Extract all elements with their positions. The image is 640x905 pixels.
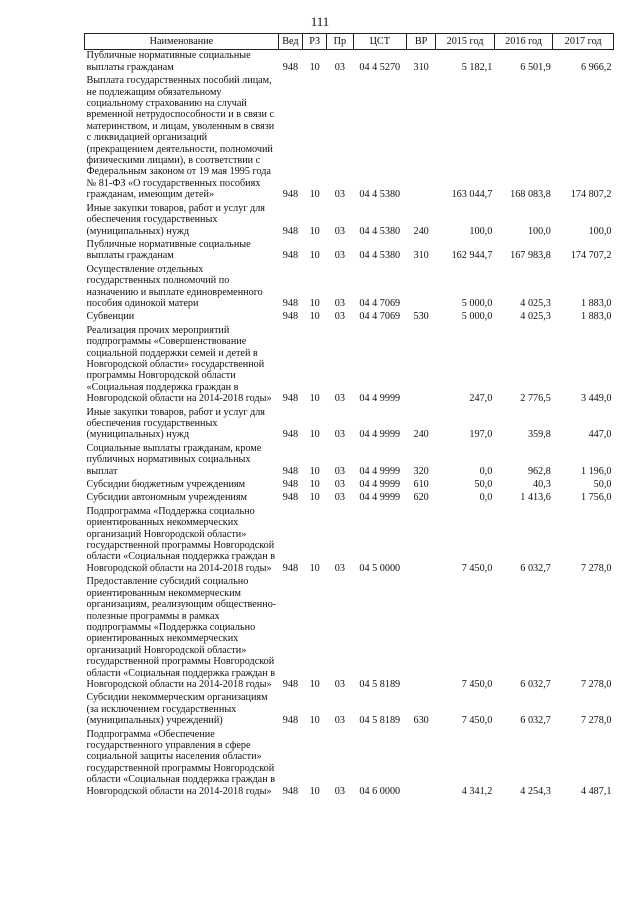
cell-cst: 04 4 5270 <box>359 61 401 73</box>
header-2015: 2015 год <box>436 34 495 50</box>
cell-ved: 948 <box>282 785 299 797</box>
cell-pr: 03 <box>334 297 345 309</box>
cell-cst: 04 6 0000 <box>359 785 401 797</box>
cell-pr: 03 <box>334 225 345 237</box>
cell-rz: 10 <box>309 492 320 504</box>
cell-2017: 1 196,0 <box>580 465 612 477</box>
cell-rz: 10 <box>309 678 320 690</box>
header-name: Наименование <box>85 34 279 50</box>
cell-name: Реализация прочих мероприятий подпрограммы «Совершенствование социальной поддержки семей и детей в Новгородской области» государственной программы Новгородской области «Социальная поддержка граждан в Новгородской области на 2014-2018 годы» <box>86 324 272 405</box>
cell-2017: 1 883,0 <box>580 297 612 309</box>
cell-2015: 7 450,0 <box>461 678 493 690</box>
cell-cst: 04 4 5380 <box>359 225 401 237</box>
cell-pr: 03 <box>334 250 345 262</box>
header-ved: Вед <box>278 34 302 50</box>
page-number: 111 <box>310 14 330 29</box>
cell-pr: 03 <box>334 393 345 405</box>
header-vr: ВР <box>407 34 436 50</box>
cell-2017: 447,0 <box>588 429 612 441</box>
cell-2017: 50,0 <box>593 479 612 491</box>
table-row <box>85 692 614 728</box>
cell-pr: 03 <box>334 785 345 797</box>
cell-cst: 04 4 7069 <box>359 311 401 323</box>
cell-pr: 03 <box>334 189 345 201</box>
cell-vr <box>407 75 436 202</box>
cell-cst: 04 4 9999 <box>359 492 401 504</box>
cell-rz: 10 <box>309 465 320 477</box>
cell-name: Субсидии некоммерческим организациям (за исключением государственных (муниципальных) учреждений) <box>86 692 268 727</box>
cell-ved: 948 <box>282 189 299 201</box>
cell-rz: 10 <box>309 715 320 727</box>
cell-2017: 174 807,2 <box>570 189 612 201</box>
header-2016: 2016 год <box>494 34 553 50</box>
cell-2017: 7 278,0 <box>580 562 612 574</box>
cell-name: Иные закупки товаров, работ и услуг для обеспечения государственных (муниципальных) нужд <box>86 406 265 441</box>
cell-vr <box>407 729 436 799</box>
cell-rz: 10 <box>309 429 320 441</box>
cell-ved: 948 <box>282 479 299 491</box>
cell-rz: 10 <box>309 225 320 237</box>
cell-cst: 04 4 7069 <box>359 297 401 309</box>
table-row <box>85 311 614 324</box>
cell-2016: 4 025,3 <box>520 311 551 323</box>
cell-2015: 50,0 <box>474 479 493 491</box>
cell-2016: 167 983,8 <box>510 250 551 262</box>
cell-name: Субсидии бюджетным учреждениям <box>86 479 246 491</box>
cell-cst: 04 5 8189 <box>359 715 401 727</box>
cell-ved: 948 <box>282 250 299 262</box>
cell-cst: 04 4 5380 <box>359 189 401 201</box>
cell-2015: 247,0 <box>469 393 493 405</box>
cell-ved: 948 <box>282 492 299 504</box>
cell-vr: 310 <box>413 61 429 73</box>
cell-ved: 948 <box>282 465 299 477</box>
cell-2017: 3 449,0 <box>580 393 612 405</box>
cell-2015: 100,0 <box>469 225 493 237</box>
cell-2017: 100,0 <box>588 225 612 237</box>
table-row <box>85 576 614 692</box>
cell-cst: 04 4 5380 <box>359 250 401 262</box>
cell-ved: 948 <box>282 715 299 727</box>
cell-2015: 5 000,0 <box>461 297 493 309</box>
cell-pr: 03 <box>334 492 345 504</box>
cell-vr: 530 <box>413 311 429 323</box>
cell-cst: 04 4 9999 <box>359 479 401 491</box>
table-row <box>85 492 614 505</box>
cell-rz: 10 <box>309 479 320 491</box>
table-row <box>85 239 614 264</box>
cell-pr: 03 <box>334 562 345 574</box>
cell-2016: 1 413,6 <box>520 492 551 504</box>
cell-2016: 6 032,7 <box>520 715 551 727</box>
cell-pr: 03 <box>334 465 345 477</box>
cell-2015: 7 450,0 <box>461 562 493 574</box>
cell-vr: 240 <box>413 429 429 441</box>
table-body <box>85 50 614 799</box>
cell-2017: 174 707,2 <box>570 250 612 262</box>
cell-2017: 7 278,0 <box>580 715 612 727</box>
cell-rz: 10 <box>309 61 320 73</box>
cell-vr: 610 <box>413 479 429 491</box>
cell-2017: 6 966,2 <box>580 61 612 73</box>
cell-2016: 40,3 <box>533 479 551 491</box>
cell-ved: 948 <box>282 562 299 574</box>
header-2017: 2017 год <box>553 34 614 50</box>
cell-ved: 948 <box>282 61 299 73</box>
cell-2015: 197,0 <box>469 429 493 441</box>
cell-2015: 7 450,0 <box>461 715 493 727</box>
cell-ved: 948 <box>282 678 299 690</box>
cell-vr: 620 <box>413 492 429 504</box>
cell-cst: 04 4 9999 <box>359 465 401 477</box>
cell-2016: 359,8 <box>527 429 551 441</box>
cell-name: Иные закупки товаров, работ и услуг для обеспечения государственных (муниципальных) нужд <box>86 202 265 237</box>
cell-2016: 2 776,5 <box>520 393 551 405</box>
cell-2016: 4 254,3 <box>520 785 551 797</box>
cell-name: Публичные нормативные социальные выплаты гражданам <box>86 238 251 262</box>
table-row <box>85 75 614 202</box>
cell-cst: 04 5 8189 <box>359 678 401 690</box>
cell-2017: 1 756,0 <box>580 492 612 504</box>
cell-pr: 03 <box>334 479 345 491</box>
cell-rz: 10 <box>309 311 320 323</box>
cell-name: Подпрограмма «Обеспечение государственного управления в сфере социальной защиты населения области» государственной программы Новгородской области «Социальная поддержка граждан в Новгородской области на 2014-2018 годы» <box>86 728 276 797</box>
cell-vr: 320 <box>413 465 429 477</box>
cell-vr: 240 <box>413 225 429 237</box>
table-row <box>85 203 614 239</box>
cell-name: Субсидии автономным учреждениям <box>86 492 247 504</box>
cell-name: Выплата государственных пособий лицам, не подлежащим обязательному социальному страхованию на случай временной нетрудоспособности и в связи с материнством, и лицам, уволенным в связи с ликвидацией организаций (прекращением деятельности, полномочий физическими лицами), в соответствии с Федеральным законом от 19 мая 1995 года № 81-ФЗ «О государственных пособиях гражданам, имеющим детей» <box>86 75 275 201</box>
cell-ved: 948 <box>282 297 299 309</box>
cell-2015: 5 182,1 <box>461 61 493 73</box>
table-row <box>85 479 614 492</box>
cell-rz: 10 <box>309 393 320 405</box>
cell-ved: 948 <box>282 311 299 323</box>
cell-name: Осуществление отдельных государственных полномочий по назначению и выплате единовременного пособия одинокой матери <box>86 263 263 309</box>
cell-2017: 1 883,0 <box>580 311 612 323</box>
table-row <box>85 407 614 443</box>
cell-2015: 0,0 <box>479 492 493 504</box>
cell-2016: 168 083,8 <box>510 189 551 201</box>
cell-rz: 10 <box>309 785 320 797</box>
cell-2016: 100,0 <box>527 225 551 237</box>
cell-name: Социальные выплаты гражданам, кроме публичных нормативных социальных выплат <box>86 442 262 477</box>
cell-name: Публичные нормативные социальные выплаты гражданам <box>86 50 251 73</box>
cell-rz: 10 <box>309 189 320 201</box>
cell-pr: 03 <box>334 678 345 690</box>
header-pr: Пр <box>327 34 353 50</box>
cell-2015: 163 044,7 <box>451 189 493 201</box>
cell-2017: 4 487,1 <box>580 785 612 797</box>
table-row <box>85 506 614 576</box>
cell-vr <box>407 264 436 312</box>
cell-2015: 5 000,0 <box>461 311 493 323</box>
cell-name: Субвенции <box>86 311 135 323</box>
cell-vr <box>407 576 436 692</box>
cell-vr <box>407 325 436 407</box>
cell-pr: 03 <box>334 61 345 73</box>
cell-name: Предоставление субсидий социально ориентированным некоммерческим организациям, реализующим общественно-полезные программы в рамках подпрограммы «Поддержка социально ориентированных некоммерческих организаций Новгородской области» государственной программы Новгородской области «Социальная поддержка граждан в Новгородской области на 2014-2018 годы» <box>86 576 277 690</box>
cell-rz: 10 <box>309 250 320 262</box>
cell-vr: 630 <box>413 715 429 727</box>
cell-pr: 03 <box>334 715 345 727</box>
header-rz: РЗ <box>303 34 327 50</box>
cell-2015: 4 341,2 <box>461 785 493 797</box>
cell-2017: 7 278,0 <box>580 678 612 690</box>
cell-2015: 162 944,7 <box>451 250 493 262</box>
cell-2016: 962,8 <box>527 465 551 477</box>
budget-table <box>84 33 614 799</box>
cell-cst: 04 5 0000 <box>359 562 401 574</box>
cell-ved: 948 <box>282 225 299 237</box>
cell-rz: 10 <box>309 297 320 309</box>
table-row <box>85 443 614 479</box>
table-row <box>85 729 614 799</box>
cell-pr: 03 <box>334 429 345 441</box>
cell-2016: 6 032,7 <box>520 562 551 574</box>
cell-2015: 0,0 <box>479 465 493 477</box>
table-row <box>85 325 614 407</box>
cell-2016: 6 032,7 <box>520 678 551 690</box>
cell-2016: 4 025,3 <box>520 297 551 309</box>
cell-ved: 948 <box>282 429 299 441</box>
cell-2016: 6 501,9 <box>520 61 551 73</box>
cell-cst: 04 4 9999 <box>359 393 401 405</box>
cell-name: Подпрограмма «Поддержка социально ориентированных некоммерческих организаций Новгородской области» государственной программы Новгородской области «Социальная поддержка граждан в Новгородской области на 2014-2018 годы» <box>86 505 276 574</box>
cell-cst: 04 4 9999 <box>359 429 401 441</box>
cell-ved: 948 <box>282 393 299 405</box>
table-row <box>85 264 614 312</box>
cell-pr: 03 <box>334 311 345 323</box>
header-cst: ЦСТ <box>353 34 407 50</box>
table-header-row <box>85 34 614 50</box>
table-row <box>85 50 614 75</box>
cell-vr <box>407 506 436 576</box>
cell-rz: 10 <box>309 562 320 574</box>
cell-vr: 310 <box>413 250 429 262</box>
